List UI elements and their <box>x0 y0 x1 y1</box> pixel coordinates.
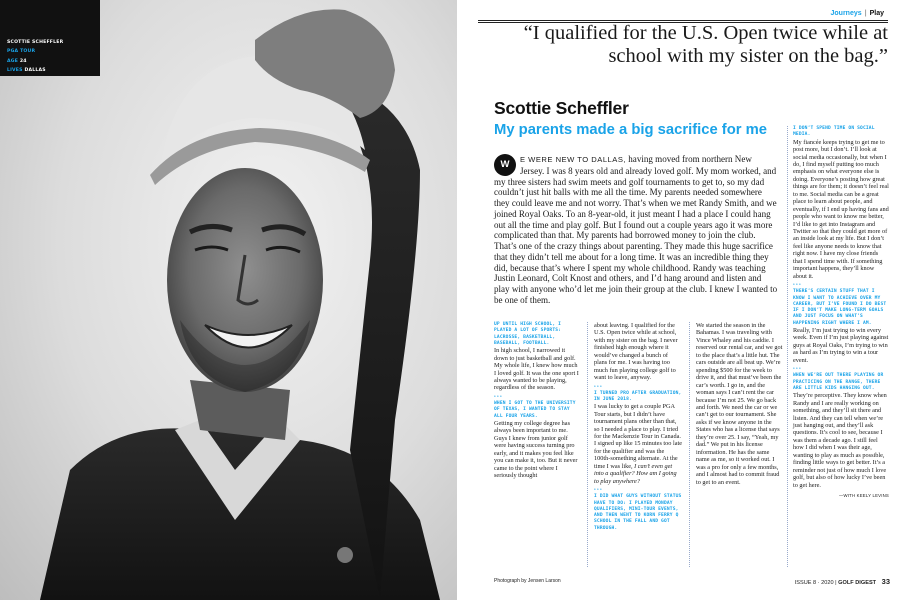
answer: Getting my college degree has always been important to me. Guys I knew from junior golf were having success turning pro early, and it makes you feel like you can make it, too. But it never came to the point where I seriously thought <box>494 419 578 479</box>
answer-text: I was lucky to get a couple PGA Tour starts, but I didn’t have tournament plans other than that, so I needed a place to play. I tried for the Mackenzie Tour in Canada. I signed up like 15 minutes too late for the qualifier and was the 100th-something alternate. At the time I was like, <box>594 403 683 470</box>
article-headline: My parents made a big sacrifice for me <box>494 122 768 138</box>
column-divider <box>689 322 690 567</box>
question: UP UNTIL HIGH SCHOOL, I PLAYED A LOT OF SPORTS: LACROSSE, BASKETBALL, BASEBALL, FOOTBALL. <box>494 322 562 346</box>
answer: In high school, I narrowed it down to just basketball and golf. My whole life, I knew how much I loved golf. It was the one sport I always wanted to be playing, regardless of the season. <box>494 347 579 392</box>
question: I DON’T SPEND TIME ON SOCIAL MEDIA. <box>793 126 875 138</box>
photo-credit: Photograph by Jensen Larson <box>494 578 561 584</box>
page-number: 33 <box>881 577 890 586</box>
section-nav <box>831 10 885 17</box>
page-footer <box>795 577 890 586</box>
page-label: Play <box>869 10 884 17</box>
answer: Really, I’m just trying to win every week. Even if I’m just playing against guys at Royal Oaks, I’m trying to win as hard as I’m trying to win a tour event. <box>793 326 889 364</box>
info-lives-value: DALLAS <box>24 68 46 74</box>
author-signature: —WITH KEELY LEVINS <box>838 493 889 499</box>
drop-cap: W <box>494 154 516 176</box>
section-label: Journeys <box>830 10 862 17</box>
footer-separator: | <box>835 580 837 586</box>
answer: about leaving. I qualified for the U.S. Open twice while at school, with my sister on the bag. I never finished high enough where it would’ve changed a bunch of plans for me. I was having too much fun playing college golf to want to leave, anyway. <box>594 322 678 382</box>
qa-column-2 <box>594 322 682 532</box>
qa-column-3 <box>696 322 784 486</box>
answer: They’re perceptive. They know when Randy and I are really working on something, and they’ll sit there and listen. And they can tell when we’re just hanging out, and they’ll ask questions. It’s cool to see, because I was them a decade ago. I still feel how I did when I was their age, wanting to play as much as possible, finding little ways to get better. It’s a reminder not just of how much I love golf, but also of how lucky I’ve been to get here. <box>793 392 887 489</box>
info-age-value: 24 <box>19 58 27 64</box>
question: THERE’S CERTAIN STUFF THAT I KNOW I WANT TO ACHIEVE OVER MY CAREER, BUT I’VE FOUND I DO BEST IF I DON’T MAKE LONG-TERM GOALS AND JUST FOCUS ON WHAT’S HAPPENING RIGHT WHERE I AM. <box>793 289 887 326</box>
info-tour: PGA TOUR <box>7 49 36 55</box>
info-lives-label: LIVES <box>7 68 23 74</box>
player-name: Scottie Scheffler <box>494 98 629 118</box>
pull-quote: “I qualified for the U.S. Open twice while at school with my sister on the bag.” <box>478 20 888 68</box>
logo-mark <box>337 547 353 563</box>
answer: My fiancée keeps trying to get me to post more, but I don’t. I’ll look at social media occasionally, but when I do, I find myself putting too much emphasis on what everyone else is doing. Everyone’s posting how great things are for them; it doesn’t feel real to me. Social media can be a great place to learn about people, and eventually, if I end up having fans and people who want to know me better, I’d like to get into Instagram and Twitter so that they could get more of an inside look at my life. But I don’t feel like anyone needs to know that right now. I have my close friends that I spend time with. If something important happens, they’ll know about it. <box>793 138 889 280</box>
section-dots: • • • <box>793 283 801 289</box>
info-lives <box>7 66 100 75</box>
player-info-box <box>0 0 100 76</box>
lede-smallcaps: E WERE NEW TO DALLAS, <box>520 155 627 164</box>
lede-paragraph <box>494 154 778 306</box>
section-dots: • • • <box>793 367 801 373</box>
lede-body: having moved from northern New Jersey. I was 8 years old and already loved golf. My mom worked, and my three sisters had swim meets and golf tournaments to get to, so my dad couldn’t just hit balls with me all the time. My parents needed somewhere they could leave me and not worry. That’s when we met Randy Smith, and we joined Royal Oaks. To an 8-year-old, it just meant I had a place I could hang out all the time and play golf. But I found out a couple years ago it was more complicated than that. My parents had borrowed money to join the club. That’s one of the crazy things about parenting. They made this huge sacrifice that they didn’t tell me about for a long time. It was an incredible thing they did, because that’s where I spent my whole childhood. Randy was teaching Justin Leonard, Colt Knost and others, and I’d hang around and listen and play with anyone who’d let me join their group at the club. I knew I wanted to be one of them. <box>494 154 778 305</box>
qa-column-4 <box>793 126 889 499</box>
issue-label: ISSUE 8 · 2020 <box>794 580 834 586</box>
section-dots: • • • <box>594 488 602 494</box>
magazine-name: GOLF DIGEST <box>838 580 877 586</box>
qa-column-1 <box>494 322 580 479</box>
question: WHEN I GOT TO THE UNIVERSITY OF TEXAS, I WANTED TO STAY ALL FOUR YEARS. <box>494 400 576 419</box>
info-age-label: AGE <box>7 58 19 64</box>
info-age <box>7 57 100 66</box>
question: WHEN WE’RE OUT THERE PLAYING OR PRACTICING ON THE RANGE, THERE ARE LITTLE KIDS HANGING OUT. <box>793 373 884 391</box>
face-shape <box>167 168 323 392</box>
answer: We started the season in the Bahamas. I was traveling with Vince Whaley and his caddie. I reserved our rental car, and we got to the place that’s a little hut. The cars outside are all beat up. We’re spending $500 for the week to drive it, and that must’ve been the car’s worth. I go in, and the woman says I can’t rent the car because I’m not 25. We go back and forth. We need the car or we can’t get to our tournament. She asks if we know anyone in the States who has a license that says they’re over 25. I say, “Yeah, my dad.” We put in his license information. He has the same name as me, so it worked out. I was a pro for only a few months, and I almost had to commit fraud to get to an event. <box>696 322 783 486</box>
question: I TURNED PRO AFTER GRADUATION, IN JUNE 2018. <box>594 390 682 402</box>
column-divider <box>787 126 788 567</box>
section-dots: • • • <box>594 384 602 390</box>
info-name: SCOTTIE SCHEFFLER <box>7 40 64 45</box>
question: I DID WHAT GUYS WITHOUT STATUS HAVE TO DO: I PLAYED MONDAY QUALIFIERS, MINI-TOUR EVENTS, AND THEN WENT TO KORN FERRY Q SCHOOL IN THE FALL AND GOT THROUGH. <box>594 494 682 531</box>
answer-italic: I can’t even get into a qualifier? How am I going to play anywhere? <box>594 462 677 485</box>
section-separator: | <box>864 10 867 17</box>
section-dots: • • • <box>494 394 502 400</box>
answer <box>594 403 682 485</box>
column-divider <box>587 322 588 567</box>
